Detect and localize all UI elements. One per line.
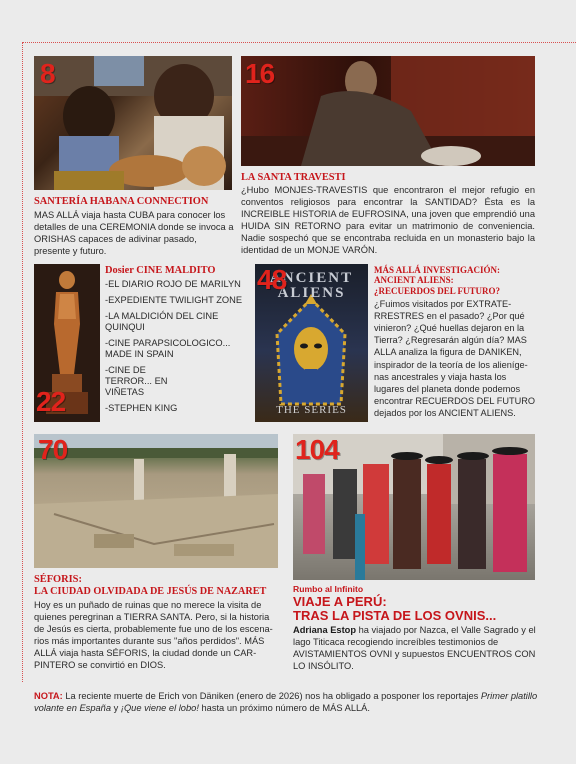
seforis-text: Hoy es un puñado de ruinas que no merece la visita de quienes peregrinan a TIERRA SANTA. Pero, si la historia de Jesús es cierta, probablemente fue uno de los escena-rios más importantes durante sus "años perdidos". MÁS ALLÁ viaja hasta SÉFORIS, la ciudad donde un CAR-PINTERO se convirtió en DIOS. [34,599,273,671]
aliens-title-2: ¿RECUERDOS DEL FUTURO? [374,285,501,296]
dosier-item: -CINE PARAPSICOLOGICO... MADE IN SPAIN [105,337,231,359]
peru-kicker: Rumbo al Infinito [293,584,364,594]
santeria-scene [34,56,232,190]
seforis-photo [34,434,278,568]
note-italic-1: Primer platillo volante en España [34,691,538,714]
dosier-item: -CINE DE TERROR... EN VIÑETAS [105,364,168,397]
page-number-70: 70 [38,434,68,465]
seforis-title-2: LA CIUDAD OLVIDADA DE JESÚS DE NAZARET [34,585,267,597]
dosier-list [105,279,250,414]
dosier-item: -EL DIARIO ROJO DE MARILYN [105,278,241,289]
page-number-104: 104 [295,434,339,465]
page-number-22: 22 [36,386,66,417]
aliens-kicker: MÁS ALLÁ INVESTIGACIÓN: [374,265,501,275]
santeria-photo [34,56,232,190]
dosier-item: -STEPHEN KING [105,402,178,413]
seforis-title-1: SÉFORIS: [34,574,82,585]
page-number-48: 48 [257,264,287,295]
cover-bottom: THE SERIES [276,404,347,416]
note-text-1: La reciente muerte de Erich von Däniken (enero de 2026) nos ha obligado a posponer los reportajes [62,691,481,701]
aliens-text: ¿Fuimos visitados por EXTRATE-RRESTRES en el pasado? ¿Por qué vinieron? ¿Qué huellas dejaron en la Tierra? ¿Regresarán algún día? MAS ALLA analiza la figura de DANIKEN, inspirador de la teoría de los alieníge-nas ancestrales y viaja hasta los lugares del planeta donde podemos encontrar RECUERDOS DEL FUTURO dejados por los ANCIENT ALIENS. [374,299,535,418]
ancient-aliens-cover [255,264,368,422]
dosier-item: -EXPEDIENTE TWILIGHT ZONE [105,294,243,305]
cover-title-2: ALIENS [277,285,346,301]
santeria-text: MAS ALLÁ viaja hasta CUBA para conocer los detalles de una CEREMONIA donde se invoca a ORISHAS capaces de adivinar pasado, presente y futuro. [34,209,234,257]
peru-photo [293,434,535,580]
note-label: NOTA: [34,691,63,701]
travesti-title: LA SANTA TRAVESTI [241,172,346,183]
peru-title-1: VIAJE A PERÚ: [293,593,387,609]
dosier-item: -LA MALDICIÓN DEL CINE QUINQUI [105,310,219,332]
travesti-photo [241,56,535,166]
santeria-title: SANTERÍA HABANA CONNECTION [34,196,209,207]
oscar-photo [34,264,100,422]
peru-title-2: TRAS LA PISTA DE LOS OVNIS... [293,607,497,623]
aliens-title-1: ANCIENT ALIENS: [374,275,454,286]
note-text-2: y [111,703,121,714]
note-text-3: hasta un próximo número de MÁS ALLÁ. [198,703,370,714]
peru-author: Adriana Estop [293,624,357,635]
peru-body: ha viajado por Nazca, el Valle Sagrado y el lago Titicaca recogiendo increíbles testimonios de AVISTAMIENTOS OVNI y supuestos ENCUENTROS CON LO INSÓLITO. [293,624,536,672]
cover-title-1: ANCIENT [269,270,354,286]
note [34,690,539,715]
ruins-scene [34,434,278,568]
note-italic-2: ¡Que viene el lobo! [120,703,199,714]
page-number-8: 8 [40,58,55,89]
dosier-title: Dosier CINE MALDITO [105,265,216,276]
travesti-text: ¿Hubo MONJES-TRAVESTIS que encontraron el mejor refugio en conventos religiosos para encontrar la SANTIDAD? Ésta es la INCREIBLE HISTORIA de EUFROSINA, una joven que emprendió una HUIDA SIN RETORNO para evitar un matrimonio de conveniencia. Nadie sospechó que se encontraba recluida en un monasterio bajo la identidad de un MONJE VARÓN. [241,184,535,256]
page-number-16: 16 [245,58,275,89]
travesti-scene [241,56,535,166]
peru-text [293,624,539,672]
